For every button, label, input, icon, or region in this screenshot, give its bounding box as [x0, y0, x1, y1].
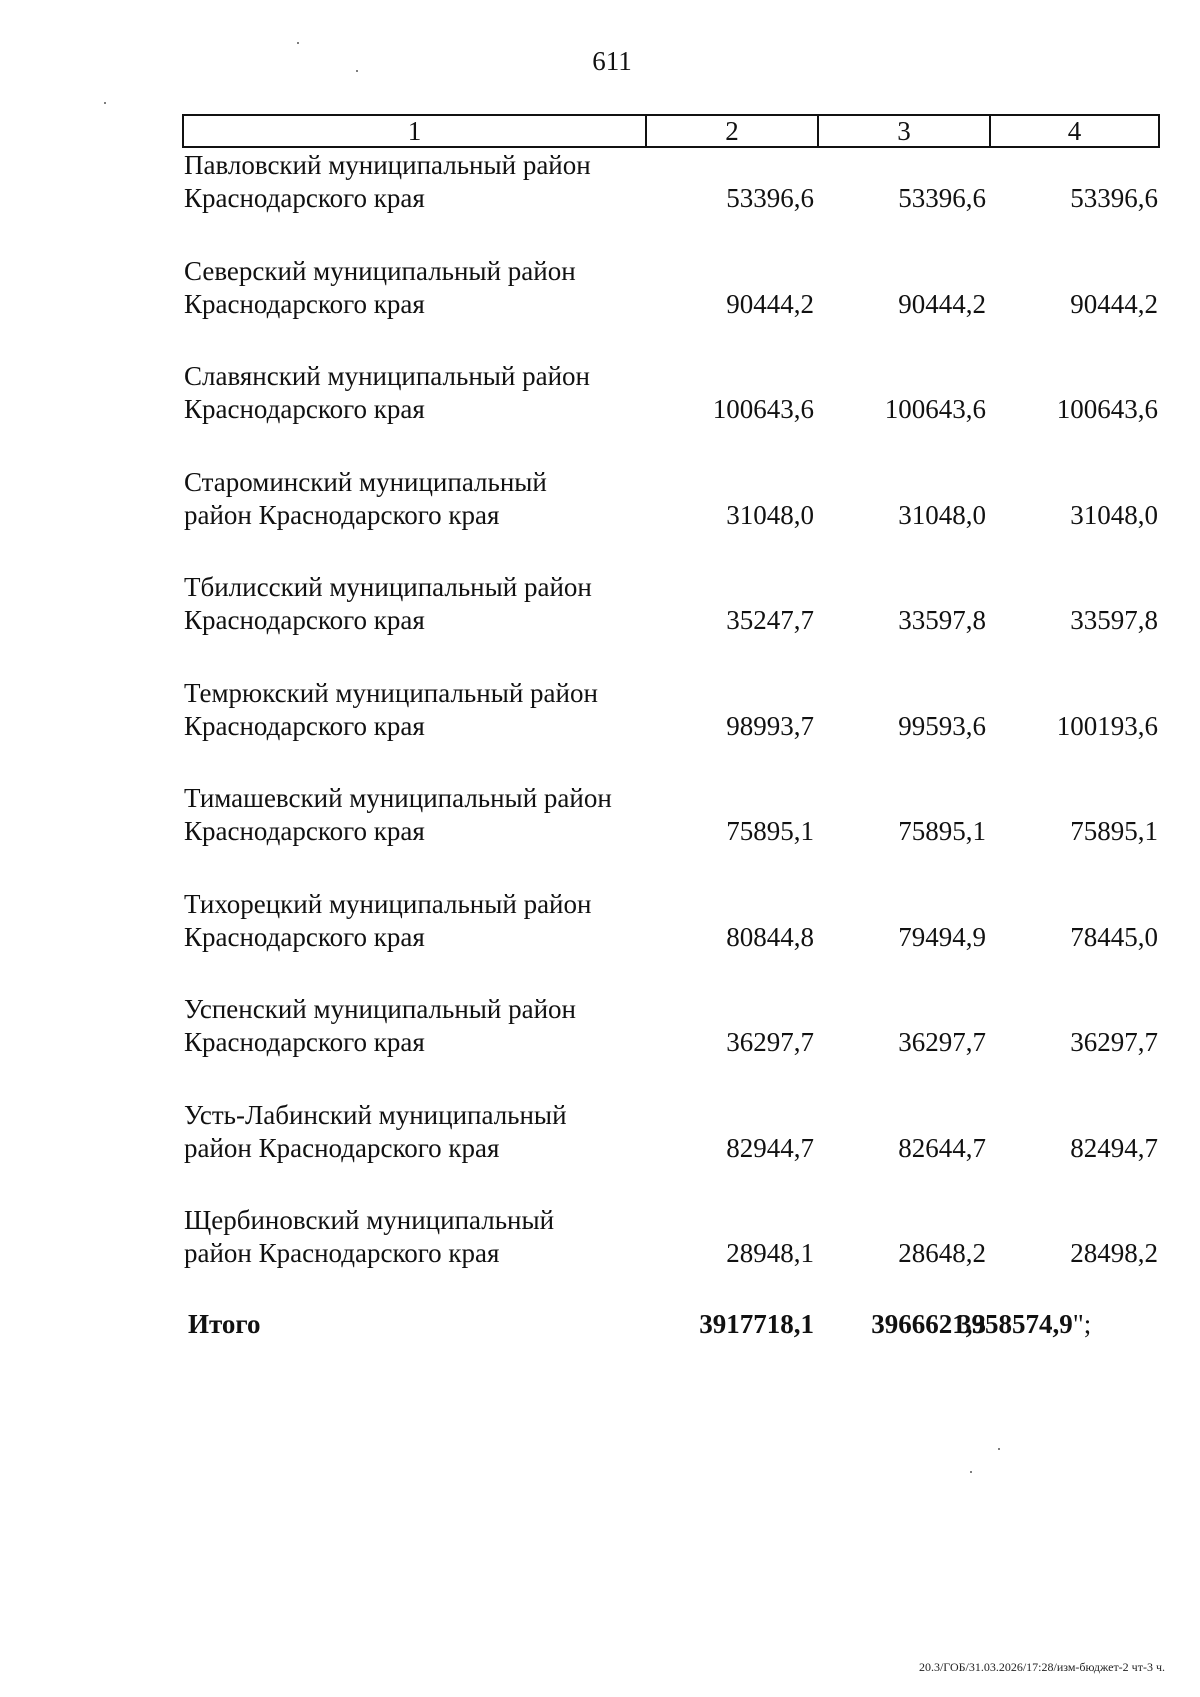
row-name-line-2: район Краснодарского края	[184, 1238, 500, 1268]
row-value-col-3: 33597,8	[898, 605, 986, 635]
row-value-col-4: 100643,6	[1056, 394, 1158, 424]
closing-quote: ";	[1072, 1309, 1092, 1339]
row-name-line-1: Тимашевский муниципальный район	[184, 783, 612, 813]
document-footer-code: 20.3/ГОБ/31.03.2026/17:28/изм-бюджет-2 чт-3 ч.	[918, 1660, 1165, 1674]
row-name	[184, 1099, 654, 1165]
row-value-col-2: 98993,7	[726, 710, 814, 741]
row-name-line-2: Краснодарского края	[184, 288, 425, 319]
row-value-col-4: 78445,0	[1070, 921, 1158, 952]
row-value-col-3: 90444,2	[898, 288, 986, 319]
row-name	[184, 360, 654, 426]
row-name	[184, 782, 654, 848]
row-name-line-2: Краснодарского края	[184, 1027, 425, 1057]
row-name-line-1: Темрюкский муниципальный район	[184, 677, 598, 708]
row-value-col-2: 90444,2	[726, 288, 814, 319]
total-row	[184, 1306, 1184, 1342]
row-name-line-1: Щербиновский муниципальный	[184, 1205, 555, 1235]
row-name-line-2: Краснодарского края	[184, 921, 425, 952]
row-name-line-2: Краснодарского края	[184, 710, 425, 741]
row-name-line-2: Краснодарского края	[184, 183, 425, 213]
row-name-line-1: Павловский муниципальный район	[184, 150, 591, 180]
scan-speck	[356, 70, 358, 72]
row-value-col-3: 79494,9	[898, 921, 986, 952]
page-number: 611	[592, 46, 632, 76]
row-name	[184, 255, 654, 321]
row-value-col-4: 28498,2	[1070, 1238, 1158, 1268]
row-value-col-3: 31048,0	[898, 499, 986, 530]
row-value-col-4: 75895,1	[1070, 816, 1158, 846]
row-name-line-1: Северский муниципальный район	[184, 255, 576, 286]
total-value-col-4	[958, 1306, 1178, 1342]
table-row	[184, 887, 1160, 993]
row-name-line-2: район Краснодарского края	[184, 499, 500, 530]
row-value-col-4: 36297,7	[1070, 1027, 1158, 1057]
scan-speck	[297, 42, 299, 44]
table-row	[184, 359, 1160, 465]
table-row	[184, 254, 1160, 360]
row-value-col-2: 36297,7	[726, 1027, 814, 1057]
row-value-col-3: 82644,7	[898, 1132, 986, 1163]
row-name	[184, 677, 654, 743]
row-value-col-2: 80844,8	[726, 921, 814, 952]
row-value-col-2: 53396,6	[726, 183, 814, 213]
header-col-3: 3	[817, 116, 989, 146]
row-value-col-4: 90444,2	[1070, 288, 1158, 319]
row-name	[184, 466, 654, 532]
scan-speck	[970, 1471, 972, 1473]
row-name-line-2: Краснодарского края	[184, 394, 425, 424]
row-name	[184, 888, 654, 954]
table-row	[184, 570, 1160, 676]
total-value-col-3: 3966621,3	[871, 1309, 986, 1339]
row-value-col-2: 75895,1	[726, 816, 814, 846]
total-value-col-2: 3917718,1	[699, 1309, 814, 1339]
row-value-col-4: 100193,6	[1056, 710, 1158, 741]
row-value-col-3: 28648,2	[898, 1238, 986, 1268]
row-value-col-2: 31048,0	[726, 499, 814, 530]
table-body	[184, 148, 1160, 1309]
header-col-1: 1	[407, 115, 422, 146]
row-name-line-1: Староминский муниципальный	[184, 466, 547, 497]
row-value-col-2: 82944,7	[726, 1132, 814, 1163]
row-value-col-3: 53396,6	[898, 183, 986, 213]
scan-speck	[104, 102, 106, 104]
row-name-line-1: Усть-Лабинский муниципальный	[184, 1099, 567, 1130]
row-name-line-2: Краснодарского края	[184, 816, 425, 846]
row-value-col-3: 36297,7	[898, 1027, 986, 1057]
table-row	[184, 465, 1160, 571]
row-value-col-2: 35247,7	[726, 605, 814, 635]
row-value-col-2: 100643,6	[712, 394, 814, 424]
total-label: Итого	[188, 1309, 261, 1339]
table-row	[184, 992, 1160, 1098]
row-name-line-2: район Краснодарского края	[184, 1132, 500, 1163]
table-row	[184, 676, 1160, 782]
row-value-col-2: 28948,1	[726, 1238, 814, 1268]
row-value-col-4: 33597,8	[1070, 605, 1158, 635]
row-value-col-4: 31048,0	[1070, 499, 1158, 530]
row-name-line-1: Славянский муниципальный район	[184, 361, 590, 391]
row-value-col-4: 53396,6	[1070, 183, 1158, 213]
row-name	[184, 571, 654, 637]
row-name-line-1: Тихорецкий муниципальный район	[184, 888, 592, 919]
header-col-4: 4	[989, 116, 1158, 146]
table-row	[184, 148, 1160, 254]
row-value-col-3: 100643,6	[884, 394, 986, 424]
total-value-col-4-number: 3958574,9	[958, 1309, 1073, 1339]
row-name	[184, 1204, 654, 1270]
row-name-line-1: Успенский муниципальный район	[184, 994, 577, 1024]
row-name-line-1: Тбилисский муниципальный район	[184, 572, 592, 602]
table-row	[184, 1203, 1160, 1309]
table-row	[184, 1098, 1160, 1204]
scan-speck	[998, 1448, 1000, 1450]
row-name	[184, 149, 654, 215]
row-value-col-3: 75895,1	[898, 816, 986, 846]
row-value-col-4: 82494,7	[1070, 1132, 1158, 1163]
table-row	[184, 781, 1160, 887]
row-name	[184, 993, 654, 1059]
table-header	[182, 114, 1160, 148]
header-col-2: 2	[645, 116, 817, 146]
row-value-col-3: 99593,6	[898, 710, 986, 741]
row-name-line-2: Краснодарского края	[184, 605, 425, 635]
